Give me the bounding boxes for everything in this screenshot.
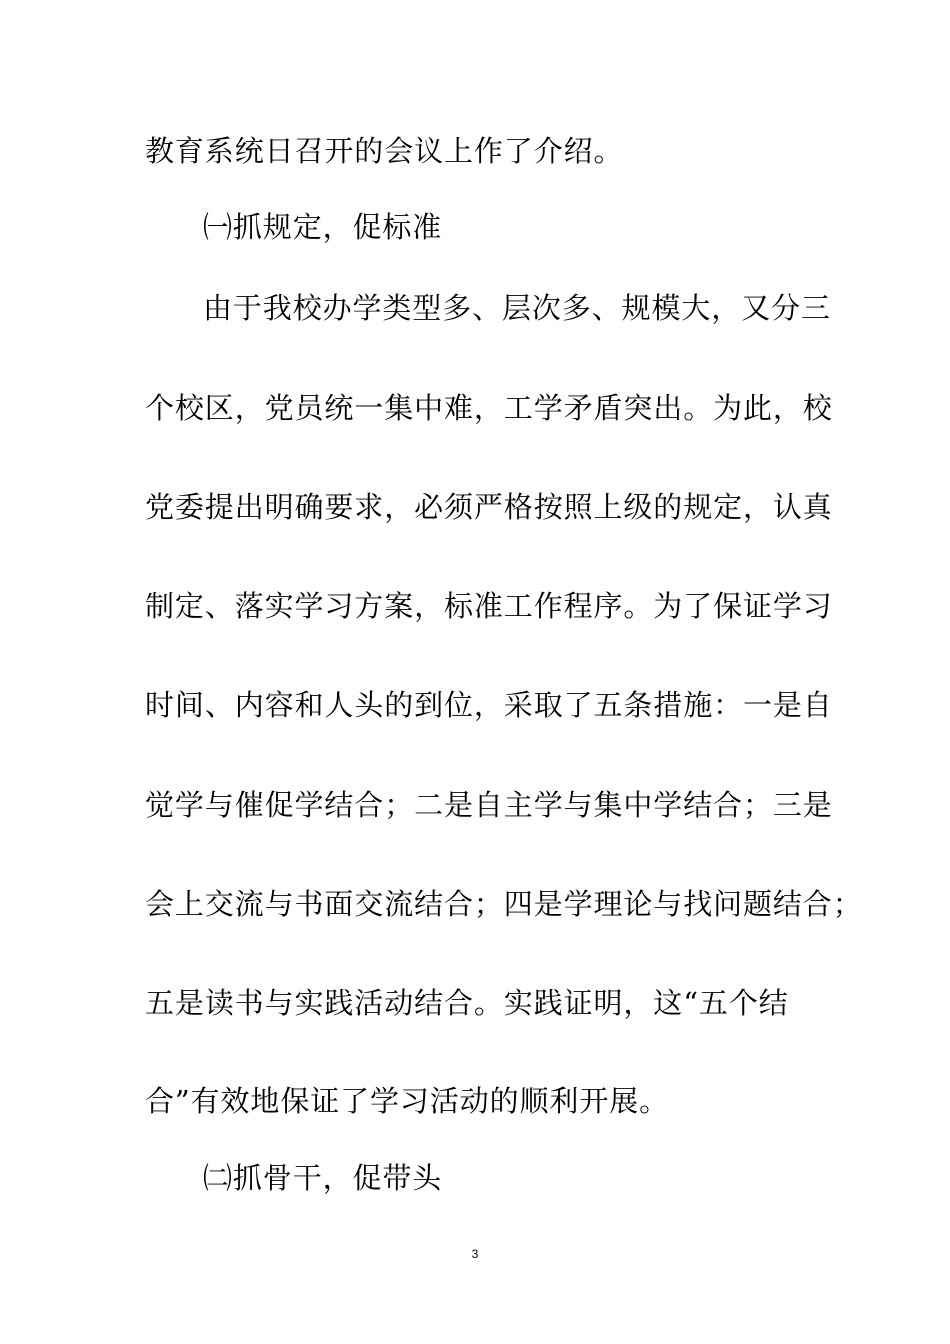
paragraph-line: 会上交流与书面交流结合；四是学理论与找问题结合； [145, 887, 863, 921]
paragraph-line: 五是读书与实践活动结合。实践证明，这“五个结 [145, 986, 789, 1020]
paragraph-line: 觉学与催促学结合；二是自主学与集中学结合；三是 [145, 788, 833, 822]
page-number: 3 [471, 1247, 479, 1261]
paragraph-line: 个校区，党员统一集中难，工学矛盾突出。为此，校 [145, 391, 833, 425]
paragraph-line: 由于我校办学类型多、层次多、规模大，又分三 [203, 291, 831, 325]
paragraph-line: 党委提出明确要求，必须严格按照上级的规定，认真 [145, 490, 833, 524]
paragraph-line: 制定、落实学习方案，标准工作程序。为了保证学习 [145, 589, 833, 623]
paragraph-line: 时间、内容和人头的到位，采取了五条措施：一是自 [145, 688, 833, 722]
section-heading: ㈠抓规定，促标准 [203, 210, 443, 244]
paragraph-line: 合”有效地保证了学习活动的顺利开展。 [145, 1084, 670, 1118]
paragraph-line: 教育系统日召开的会议上作了介绍。 [145, 134, 624, 168]
section-heading: ㈡抓骨干，促带头 [203, 1161, 443, 1195]
